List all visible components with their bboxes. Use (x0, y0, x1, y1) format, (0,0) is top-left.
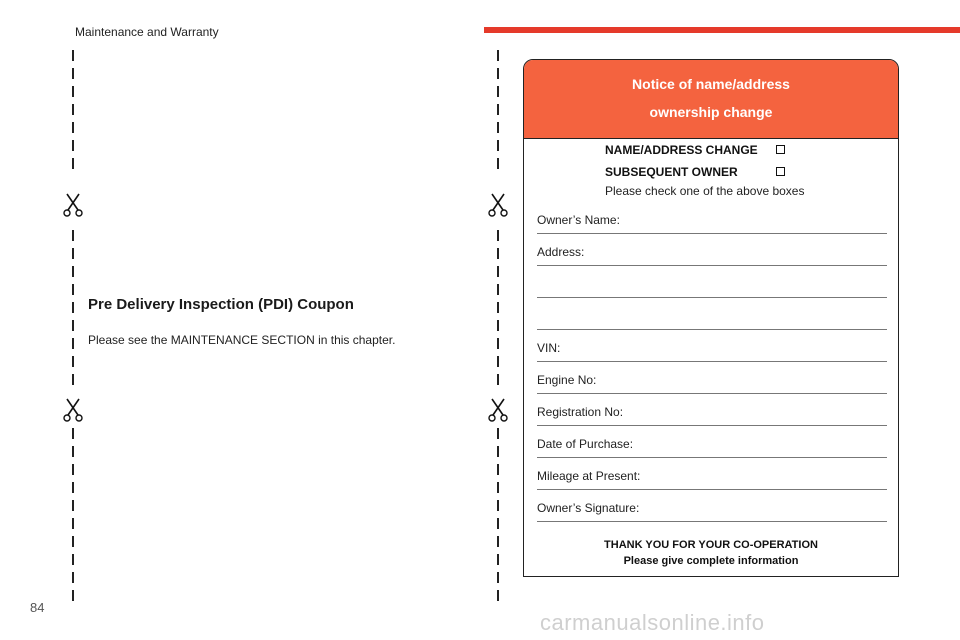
cut-line-left (63, 50, 83, 595)
address-field-line3[interactable] (537, 309, 887, 330)
cut-line-dash (497, 374, 499, 385)
form-footer-note: Please give complete information (623, 555, 799, 567)
cut-line-dash (72, 68, 74, 79)
cut-line-dash (497, 428, 499, 439)
cut-line-dash (72, 518, 74, 529)
cut-line-dash (497, 338, 499, 349)
cut-line-dash (72, 500, 74, 511)
cut-line-dash (497, 230, 499, 241)
cut-line-dash (72, 86, 74, 97)
pdi-coupon-text: Please see the MAINTENANCE SECTION in this chapter. (88, 333, 396, 347)
checkbox-row-name-address-change[interactable] (605, 143, 758, 157)
cut-line-dash (497, 248, 499, 259)
cut-line-dash (72, 554, 74, 565)
scissors-icon (63, 193, 83, 217)
vin-field[interactable]: VIN: (537, 341, 887, 362)
cut-line-dash (72, 338, 74, 349)
cut-line-dash (72, 464, 74, 475)
form-header (524, 60, 898, 139)
owner-signature-field[interactable]: Owner’s Signature: (537, 501, 887, 522)
cut-line-right (488, 50, 508, 595)
scissors-icon (488, 398, 508, 422)
watermark: carmanualsonline.info (540, 610, 765, 635)
cut-line-dash (497, 572, 499, 583)
form-title-line2: ownership change (649, 104, 773, 120)
cut-line-dash (72, 50, 74, 61)
cut-line-dash (72, 140, 74, 151)
scissors-icon (63, 398, 83, 422)
form-title-line1: Notice of name/address (632, 76, 790, 92)
cut-line-dash (72, 428, 74, 439)
cut-line-dash (497, 500, 499, 511)
cut-line-dash (497, 356, 499, 367)
cut-line-dash (72, 302, 74, 313)
cut-line-dash (497, 320, 499, 331)
cut-line-dash (72, 284, 74, 295)
cut-line-dash (497, 536, 499, 547)
mileage-field[interactable]: Mileage at Present: (537, 469, 887, 490)
engine-no-field[interactable]: Engine No: (537, 373, 887, 394)
cut-line-dash (497, 86, 499, 97)
cut-line-dash (72, 374, 74, 385)
cut-line-dash (497, 158, 499, 169)
cut-line-dash (72, 230, 74, 241)
page-header-title: Maintenance and Warranty (75, 25, 219, 39)
registration-no-field[interactable]: Registration No: (537, 405, 887, 426)
cut-line-dash (72, 104, 74, 115)
cut-line-dash (497, 266, 499, 277)
cut-line-dash (72, 356, 74, 367)
cut-line-dash (72, 536, 74, 547)
form-footer (524, 537, 898, 569)
cut-line-dash (497, 140, 499, 151)
cut-line-dash (497, 446, 499, 457)
cut-line-dash (497, 590, 499, 601)
owner-name-field[interactable]: Owner’s Name: (537, 213, 887, 234)
cut-line-dash (72, 320, 74, 331)
name-address-change-checkbox[interactable] (776, 145, 785, 154)
checkbox-instruction: Please check one of the above boxes (605, 184, 805, 198)
cut-line-dash (72, 590, 74, 601)
cut-line-dash (497, 122, 499, 133)
checkbox-label: SUBSEQUENT OWNER (605, 165, 738, 179)
cut-line-dash (72, 446, 74, 457)
cut-line-dash (497, 464, 499, 475)
cut-line-dash (72, 158, 74, 169)
cut-line-dash (497, 50, 499, 61)
scissors-icon (488, 193, 508, 217)
header-accent-bar (484, 27, 960, 33)
address-field-line2[interactable] (537, 277, 887, 298)
cut-line-dash (72, 482, 74, 493)
date-of-purchase-field[interactable]: Date of Purchase: (537, 437, 887, 458)
cut-line-dash (497, 482, 499, 493)
cut-line-dash (497, 554, 499, 565)
subsequent-owner-checkbox[interactable] (776, 167, 785, 176)
pdi-coupon-title: Pre Delivery Inspection (PDI) Coupon (88, 296, 354, 313)
checkbox-label: NAME/ADDRESS CHANGE (605, 143, 758, 157)
cut-line-dash (497, 104, 499, 115)
cut-line-dash (497, 284, 499, 295)
cut-line-dash (497, 68, 499, 79)
page-number: 84 (30, 600, 45, 615)
cut-line-dash (72, 248, 74, 259)
ownership-change-form (523, 59, 899, 577)
cut-line-dash (497, 518, 499, 529)
cut-line-dash (497, 302, 499, 313)
cut-line-dash (72, 572, 74, 583)
form-footer-thanks: THANK YOU FOR YOUR CO-OPERATION (604, 539, 818, 551)
checkbox-row-subsequent-owner[interactable] (605, 165, 738, 179)
cut-line-dash (72, 266, 74, 277)
cut-line-dash (72, 122, 74, 133)
address-field[interactable]: Address: (537, 245, 887, 266)
